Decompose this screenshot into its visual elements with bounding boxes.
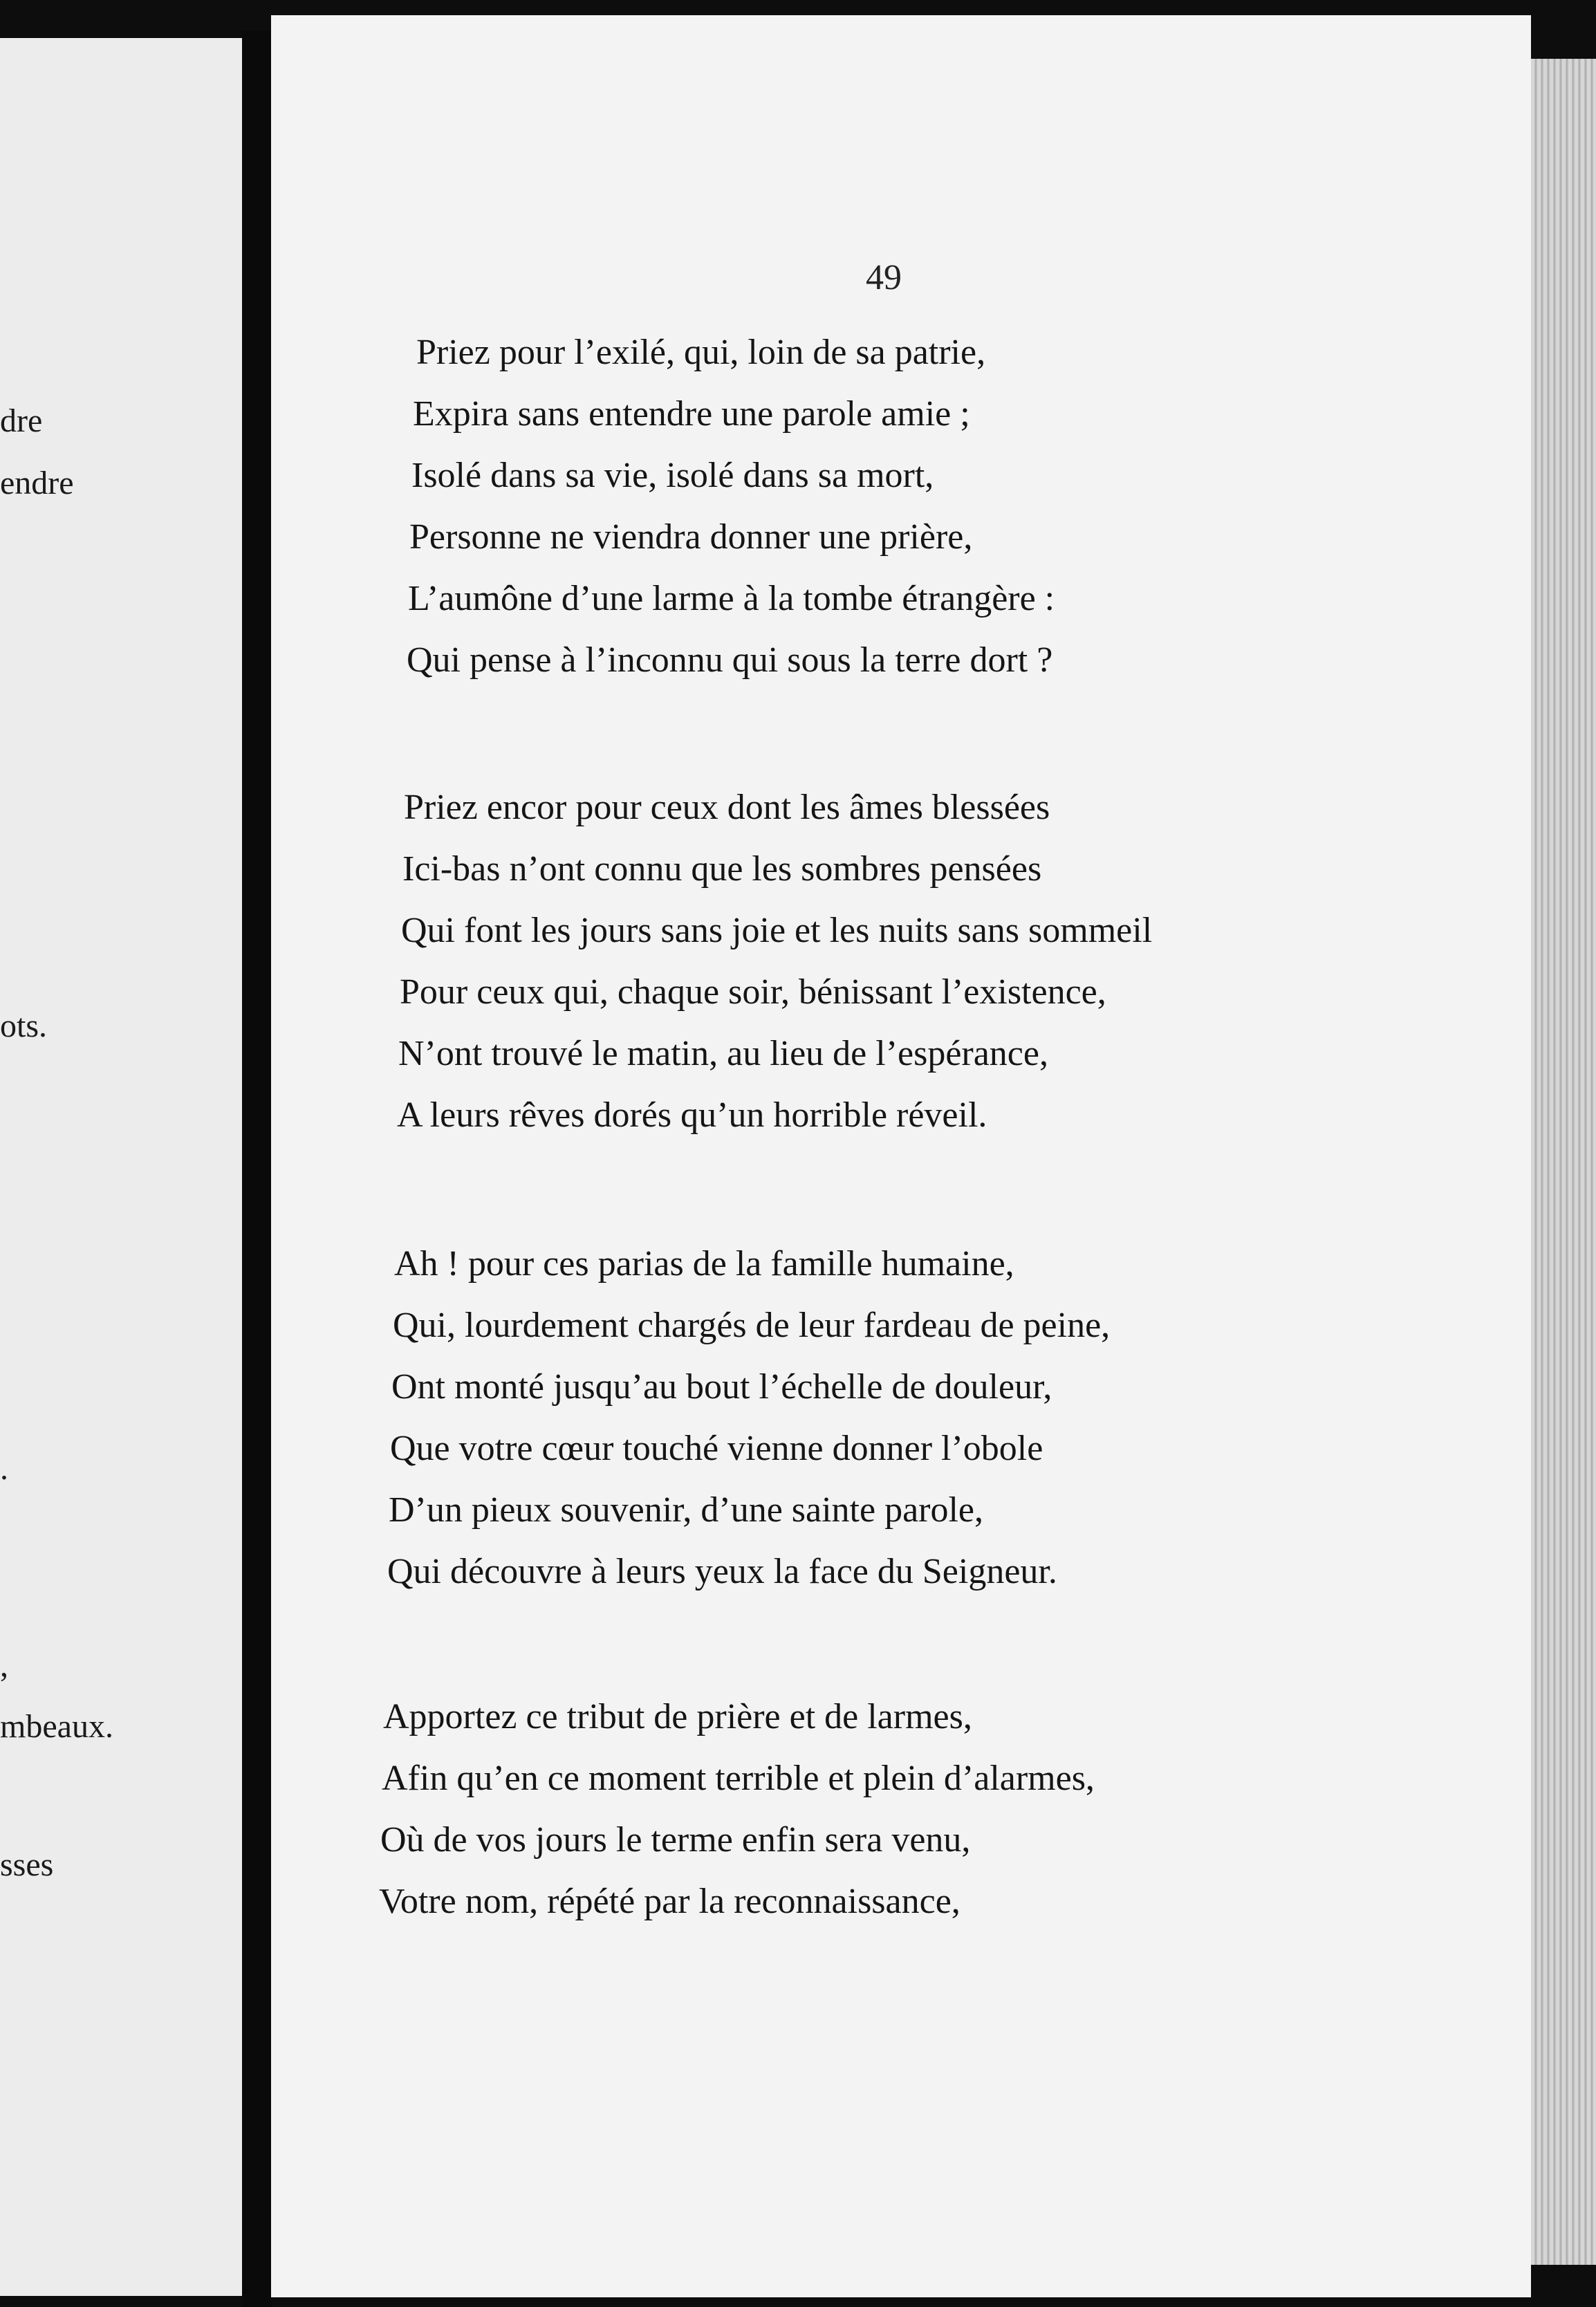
verse-line: D’un pieux souvenir, d’une sainte parole,	[389, 1490, 984, 1530]
verse-line: Ont monté jusqu’au bout l’échelle de douleur,	[391, 1367, 1052, 1407]
verse-line: Que votre cœur touché vienne donner l’obole	[390, 1429, 1043, 1468]
verse-line: Qui, lourdement chargés de leur fardeau de peine,	[393, 1306, 1111, 1345]
verse-line: L’aumône d’une larme à la tombe étrangère :	[408, 579, 1055, 618]
verse-line: Ah ! pour ces parias de la famille humaine,	[394, 1244, 1014, 1284]
verse-line: Priez encor pour ceux dont les âmes blessées	[404, 788, 1050, 827]
verse-line: Isolé dans sa vie, isolé dans sa mort,	[411, 456, 934, 495]
verse-line: Afin qu’en ce moment terrible et plein d’alarmes,	[382, 1759, 1095, 1798]
page-edges	[1531, 59, 1596, 2265]
verse-line: Ici-bas n’ont connu que les sombres pensées	[402, 849, 1042, 889]
verse-line: Pour ceux qui, chaque soir, bénissant l’existence,	[400, 972, 1106, 1012]
left-page-fragment: dre	[0, 402, 43, 439]
verse-line: Priez pour l’exilé, qui, loin de sa patrie,	[416, 333, 986, 372]
left-page-fragment: endre	[0, 465, 74, 501]
verse-line: Qui découvre à leurs yeux la face du Seigneur.	[387, 1552, 1057, 1591]
verse-line: A leurs rêves dorés qu’un horrible réveil.	[397, 1095, 987, 1135]
left-page-fragment: mbeaux.	[0, 1708, 113, 1745]
verse-line: Apportez ce tribut de prière et de larmes,	[383, 1697, 972, 1736]
page-number: 49	[866, 258, 902, 297]
verse-line: N’ont trouvé le matin, au lieu de l’espérance,	[398, 1034, 1048, 1073]
verse-line: Votre nom, répété par la reconnaissance,	[379, 1882, 961, 1921]
verse-line: Personne ne viendra donner une prière,	[409, 517, 973, 557]
previous-page	[0, 38, 242, 2296]
verse-line: Expira sans entendre une parole amie ;	[413, 394, 970, 434]
book-gutter	[242, 31, 271, 2307]
verse-line: Qui pense à l’inconnu qui sous la terre dort ?	[407, 640, 1053, 680]
left-page-fragment: ots.	[0, 1008, 48, 1044]
verse-line: Qui font les jours sans joie et les nuits sans sommeil	[401, 911, 1153, 950]
verse-line: Où de vos jours le terme enfin sera venu,	[380, 1820, 971, 1860]
current-page	[271, 15, 1531, 2297]
left-page-fragment: sses	[0, 1846, 54, 1883]
left-page-fragment: .	[0, 1450, 8, 1487]
left-page-fragment: ,	[0, 1647, 8, 1684]
